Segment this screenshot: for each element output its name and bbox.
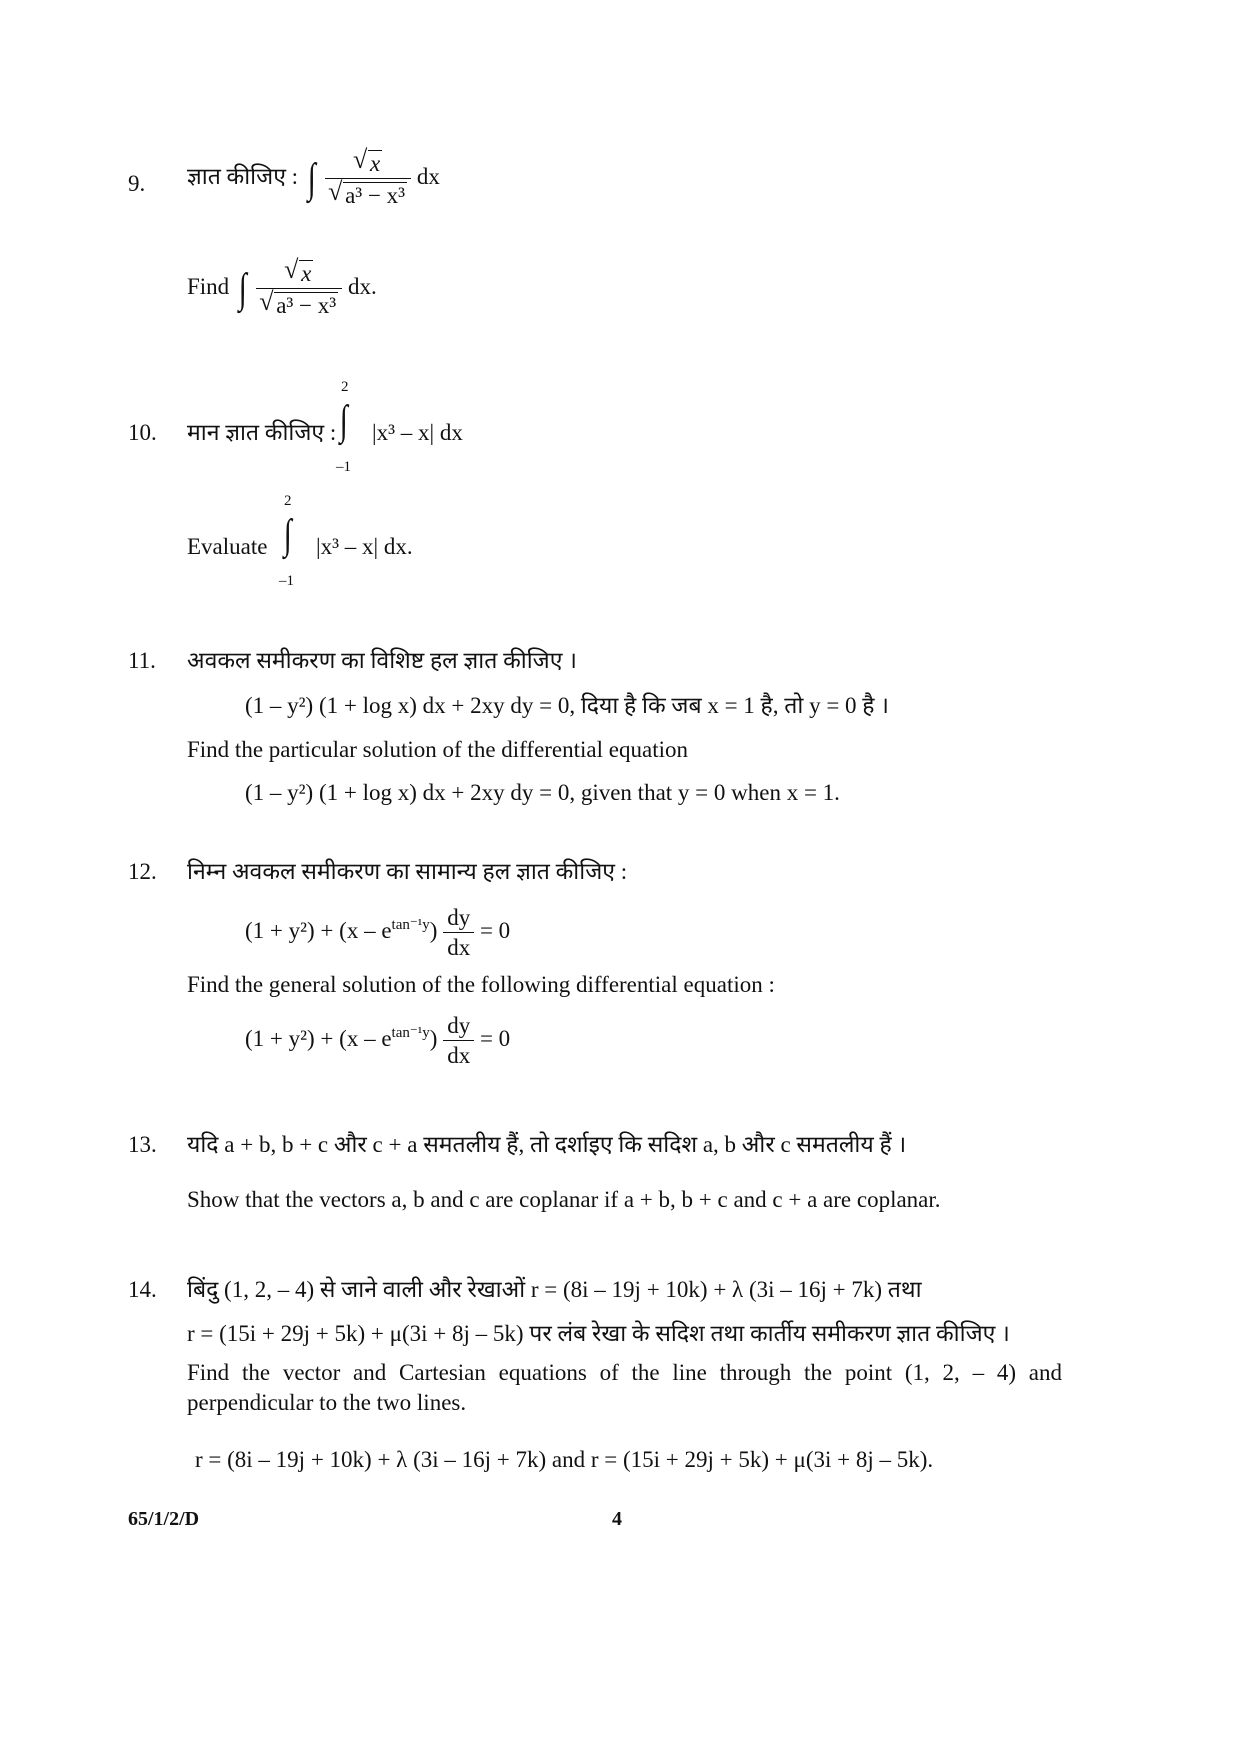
hindi-line: अवकल समीकरण का विशिष्ट हल ज्ञात कीजिए । bbox=[187, 648, 577, 673]
lower-limit: –1 bbox=[279, 573, 294, 589]
equation-left: (1 + y²) + (x – e bbox=[245, 1025, 392, 1051]
fraction-denominator bbox=[256, 289, 342, 317]
upper-limit: 2 bbox=[341, 379, 349, 395]
equation-close: ) bbox=[429, 917, 438, 943]
hindi-prefix: ज्ञात कीजिए : bbox=[187, 163, 299, 189]
integral-sign: ∫ bbox=[339, 398, 348, 444]
fraction-denominator bbox=[325, 179, 411, 207]
fraction-numerator: dy bbox=[443, 1014, 474, 1041]
hindi-line-2: r = (15i + 29j + 5k) + μ(3i + 8j – 5k) पर लंब रेखा के सदिश तथा कार्तीय समीकरण ज्ञात कीजिए । bbox=[187, 1321, 1010, 1346]
exponent: tan⁻¹y bbox=[391, 917, 430, 934]
question-number: 9. bbox=[128, 171, 146, 196]
integral-sign: ∫ bbox=[238, 265, 247, 312]
equation-left: (1 + y²) + (x – e bbox=[245, 917, 392, 943]
fraction bbox=[256, 260, 342, 317]
derivative-fraction bbox=[443, 906, 474, 959]
question-hindi-line bbox=[187, 150, 440, 207]
question-english-line bbox=[187, 260, 377, 317]
lower-limit: –1 bbox=[336, 459, 351, 475]
equation bbox=[245, 1014, 510, 1067]
english-prefix: Evaluate bbox=[187, 534, 268, 559]
question-number: 11. bbox=[128, 648, 156, 673]
english-line: Find the general solution of the following differential equation : bbox=[187, 972, 775, 997]
sqrt-x: √ x bbox=[368, 150, 382, 175]
sqrt-denominator: √ a³ − x³ bbox=[343, 182, 407, 207]
hindi-prefix: मान ज्ञात कीजिए : bbox=[187, 420, 337, 445]
equation bbox=[245, 906, 510, 959]
english-equation: r = (8i – 19j + 10k) + λ (3i – 16j + 7k) and r = (15i + 29j + 5k) + μ(3i + 8j – 5k). bbox=[195, 1447, 934, 1472]
english-line: Find the particular solution of the differential equation bbox=[187, 737, 688, 762]
english-prefix: Find bbox=[187, 273, 230, 299]
hindi-line: निम्न अवकल समीकरण का सामान्य हल ज्ञात कीजिए : bbox=[187, 859, 628, 884]
hindi-equation: (1 – y²) (1 + log x) dx + 2xy dy = 0, दिया है कि जब x = 1 है, तो y = 0 है । bbox=[245, 693, 889, 718]
derivative-fraction bbox=[443, 1014, 474, 1067]
sqrt-denominator: √ a³ − x³ bbox=[274, 292, 338, 317]
fraction-numerator bbox=[325, 150, 411, 179]
integrand: |x³ – x| dx. bbox=[316, 534, 413, 559]
question-number: 14. bbox=[128, 1277, 157, 1302]
differential: dx. bbox=[347, 273, 377, 299]
differential: dx bbox=[416, 163, 440, 189]
question-number: 12. bbox=[128, 859, 157, 884]
equation-right: = 0 bbox=[479, 917, 511, 943]
exponent: tan⁻¹y bbox=[391, 1025, 430, 1042]
english-equation: (1 – y²) (1 + log x) dx + 2xy dy = 0, given that y = 0 when x = 1. bbox=[245, 780, 840, 805]
hindi-line: यदि a + b, b + c और c + a समतलीय हैं, तो दर्शाइए कि सदिश a, b और c समतलीय हैं । bbox=[187, 1132, 907, 1157]
integrand: |x³ – x| dx bbox=[372, 420, 463, 445]
equation-close: ) bbox=[429, 1025, 438, 1051]
english-paragraph: Find the vector and Cartesian equations of the line through the point (1, 2, – 4) and perpendicular to the two lines. bbox=[187, 1360, 1062, 1415]
paper-code: 65/1/2/D bbox=[128, 1508, 200, 1530]
fraction-numerator bbox=[256, 260, 342, 289]
upper-limit: 2 bbox=[284, 493, 292, 509]
equation-right: = 0 bbox=[479, 1025, 511, 1051]
english-line: Show that the vectors a, b and c are coplanar if a + b, b + c and c + a are coplanar. bbox=[187, 1187, 941, 1212]
sqrt-x: √ x bbox=[299, 260, 313, 285]
page-number: 4 bbox=[612, 1508, 622, 1530]
hindi-line-1: बिंदु (1, 2, – 4) से जाने वाली और रेखाओं r = (8i – 19j + 10k) + λ (3i – 16j + 7k) तथा bbox=[187, 1277, 922, 1302]
fraction bbox=[325, 150, 411, 207]
integral-sign: ∫ bbox=[283, 512, 292, 558]
fraction-denominator: dx bbox=[447, 1043, 471, 1068]
integral-sign: ∫ bbox=[307, 155, 316, 202]
fraction-numerator: dy bbox=[443, 906, 474, 933]
question-number: 13. bbox=[128, 1132, 157, 1157]
fraction-denominator: dx bbox=[447, 935, 471, 960]
question-number: 10. bbox=[128, 420, 157, 445]
